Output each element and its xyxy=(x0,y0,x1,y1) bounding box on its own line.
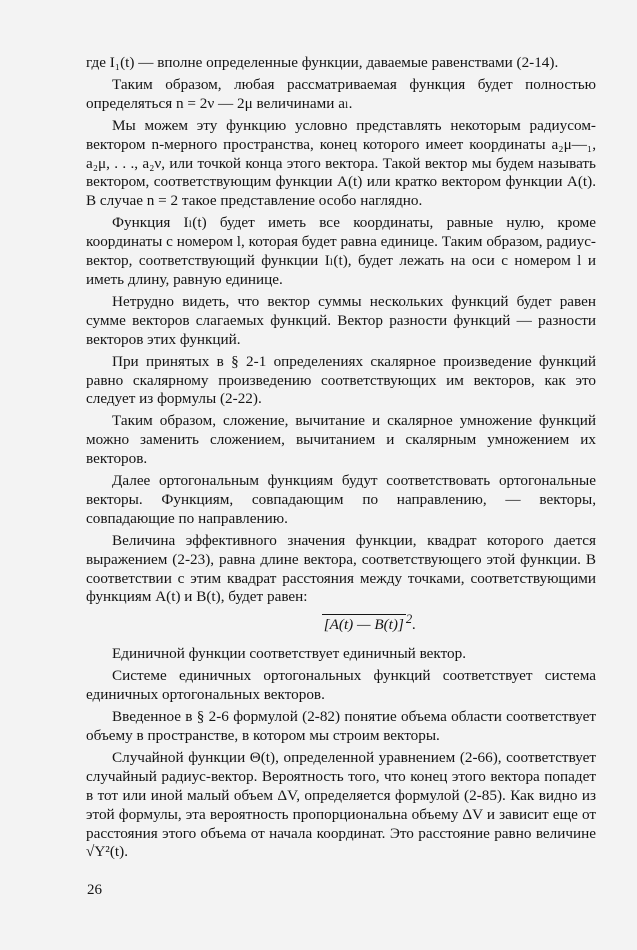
paragraph-6: При принятых в § 2-1 определениях скалярное произведение функций равно скалярному произведению соответствующих им векторов, как это следует из формулы (2-22). xyxy=(86,352,596,408)
paragraph-4: Функция Iₗ(t) будет иметь все координаты, равные нулю, кроме координаты с номером l, которая будет равна единице. Таким образом, радиус-вектор, соответствующий функции Iₗ(t), будет лежать на оси с номером l и иметь длину, равную единице. xyxy=(86,214,596,288)
formula-trailing: . xyxy=(412,616,416,634)
paragraph-1: где I₁(t) — вполне определенные функции, даваемые равенствами (2-14). xyxy=(86,54,559,71)
body-text xyxy=(86,54,596,865)
paragraph-8: Далее ортогональным функциям будут соответствовать ортогональные векторы. Функциям, совпадающим по направлению, — векторы, совпадающие по направлению. xyxy=(86,472,596,527)
formula-exponent: 2 xyxy=(405,612,413,627)
paragraph-11: Системе единичных ортогональных функций соответствует система единичных ортогональных векторов. xyxy=(86,667,596,704)
paragraph-13: Случайной функции Θ(t), определенной уравнением (2-66), соответствует случайный радиус-вектор. Вероятность того, что конец этого вектора попадет в тот или иной малый объем ΔV, определяется формулой (2-85). Как видно из этой формулы, эта вероятность пропорциональна объему ΔV и зависит еще от расстояния этого объема от начала координат. Это расстояние равно величине √Y²(t). xyxy=(86,748,596,861)
paragraph-2: Таким образом, любая рассматриваемая функция будет полностью определяться n = 2ν — 2μ величинами aₗ. xyxy=(86,75,596,112)
page-number: 26 xyxy=(87,882,102,898)
paragraph-10: Единичной функции соответствует единичный вектор. xyxy=(112,645,466,663)
paragraph-9: Величина эффективного значения функции, квадрат которого дается выражением (2-23), равна длине вектора, соответствующего этой функции. В соответствии с этим квадрат расстояния между точками, соответствующими функциям A(t) и B(t), будет равен: xyxy=(86,531,596,606)
formula-body: [A(t) — B(t)] xyxy=(323,616,404,634)
paragraph-7: Таким образом, сложение, вычитание и скалярное умножение функций можно заменить сложением, вычитанием и скалярным умножением их векторов. xyxy=(86,412,596,468)
paragraph-12: Введенное в § 2-6 формулой (2-82) понятие объема области соответствует объему в пространстве, в котором мы строим векторы. xyxy=(86,708,596,744)
paragraph-3: Мы можем эту функцию условно представлять некоторым радиусом-вектором n-мерного пространства, конец которого имеет координаты a₂μ—₁, a₂μ, . . ., a₂ν, или точкой конца этого вектора. Такой вектор мы будем называть вектором, соответствующим функции A(t) или кратко вектором функции A(t). В случае n = 2 такое представление особо наглядно. xyxy=(86,116,596,210)
distance-formula xyxy=(86,610,596,635)
paragraph-5: Нетрудно видеть, что вектор суммы нескольких функций будет равен сумме векторов слагаемых функций. Вектор разности функций — разности векторов этих функций. xyxy=(86,292,596,348)
